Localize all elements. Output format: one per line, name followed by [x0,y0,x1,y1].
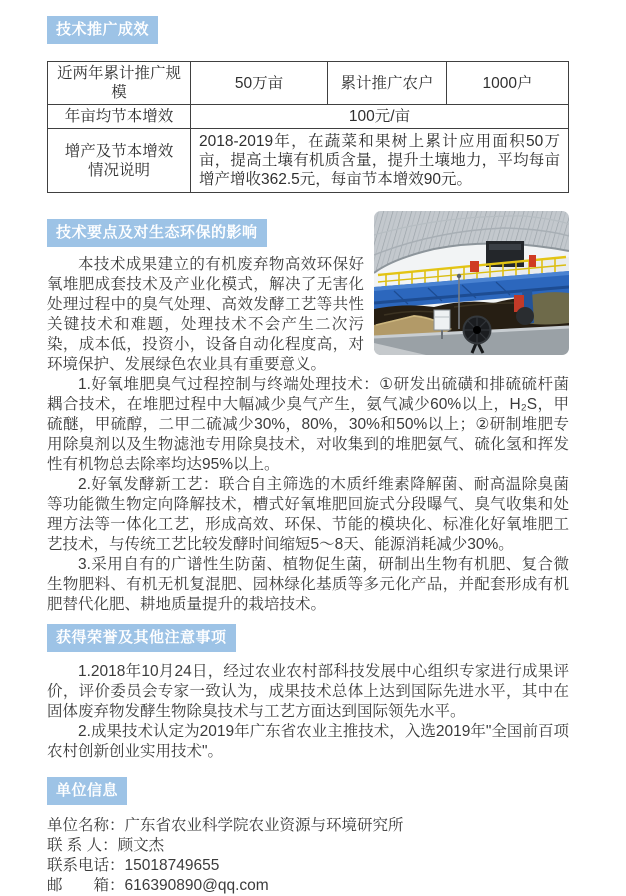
contact-person-label: 联 系 人： [47,837,118,854]
key-points-item-2: 2.好氧发酵新工艺：联合自主筛选的木质纤维素降解菌、耐高温除臭菌等功能微生物定向降解技术，槽式好氧堆肥回旋式分段曝气、臭气收集和处理方法等一体化工艺，形成高效、环保、节能的模块化、标准化好氧堆肥工艺技术，与传统工艺比较发酵时间缩短5～8天、能源消耗减少30%。 [47,476,569,553]
table-row [48,105,569,129]
key-points-item-1: 1.好氧堆肥臭气过程控制与终端处理技术：①研发出硫磺和排硫硫杆菌耦合技术，在堆肥过程中大幅减少臭气产生，氨气减少60%以上，H₂S，甲硫醚，甲硫醇，二甲二硫减少30%，80%，30%和50%以上；②研制堆肥专用除臭剂以及生物滤池专用除臭技术，对收集到的堆肥氨气、硫化氢和挥发性有机物总去除率均达95%以上。 [47,376,569,473]
honors-item-2: 2.成果技术认定为2019年广东省农业主推技术，入选2019年"全国前百项农村创新创业实用技术"。 [47,723,569,760]
section-promotion-results [47,16,569,193]
email-line [47,876,569,896]
section-header-promotion: 技术推广成效 [47,16,158,44]
unit-name-line [47,816,569,836]
unit-name-label: 单位名称： [47,817,125,834]
section-header-unit: 单位信息 [47,777,127,805]
unit-name-value: 广东省农业科学院农业资源与环境研究所 [124,817,404,834]
cell-households-value: 1000户 [447,62,569,105]
section-header-honors: 获得荣誉及其他注意事项 [47,624,236,652]
section-key-points [47,219,569,615]
cell-description-label [48,129,191,193]
promotion-table [47,61,569,193]
table-row [48,62,569,105]
section-header-key-points: 技术要点及对生态环保的影响 [47,219,267,247]
phone-label: 联系电话： [47,857,125,874]
table-row [48,129,569,193]
cell-description-label-line1: 增产及节本增效 [64,142,174,160]
cell-description-value: 2018-2019年，在蔬菜和果树上累计应用面积50万亩，提高土壤有机质含量，提升土壤地力，平均每亩增产增收362.5元，每亩节本增效90元。 [191,129,569,193]
honors-item-1: 1.2018年10月24日，经过农业农村部科技发展中心组织专家进行成果评价，评价委员会专家一致认为，成果技术总体上达到国际先进水平，其中在固体废弃物发酵生物除臭技术与工艺方面达到国际领先水平。 [47,663,569,720]
phone-line [47,856,569,876]
contact-person-line [47,836,569,856]
key-points-intro: 本技术成果建立的有机废弃物高效环保好氧堆肥成套技术及产业化模式，解决了无害化处理过程中的臭气处理、高效发酵工艺等共性关键技术和难题，处理技术不会产生二次污染，成本低，投资小，设备自动化程度高，对环境保护、发展绿色农业具有重要意义。 [47,256,364,373]
phone-value: 15018749655 [124,857,220,874]
cell-benefit-label: 年亩均节本增效 [48,105,191,129]
facility-photo-illustration [374,211,569,355]
key-points-item-3: 3.采用自有的广谱性生防菌、植物促生菌，研制出生物有机肥、复合微生物肥料、有机无机复混肥、园林绿化基质等多元化产品，并配套形成有机肥替代化肥、耕地质量提升的栽培技术。 [47,556,569,613]
compost-facility-photo [374,211,569,355]
email-label: 邮 箱： [47,877,125,894]
email-value: 616390890@qq.com [124,877,269,894]
contact-person-value: 顾文杰 [117,837,165,854]
section-honors [47,624,569,762]
cell-scale-value: 50万亩 [191,62,328,105]
cell-description-label-line2: 情况说明 [87,161,150,179]
cell-benefit-value: 100元/亩 [191,105,569,129]
section-unit-info [47,777,569,896]
cell-households-label: 累计推广农户 [328,62,447,105]
cell-scale-label: 近两年累计推广规模 [48,62,191,105]
